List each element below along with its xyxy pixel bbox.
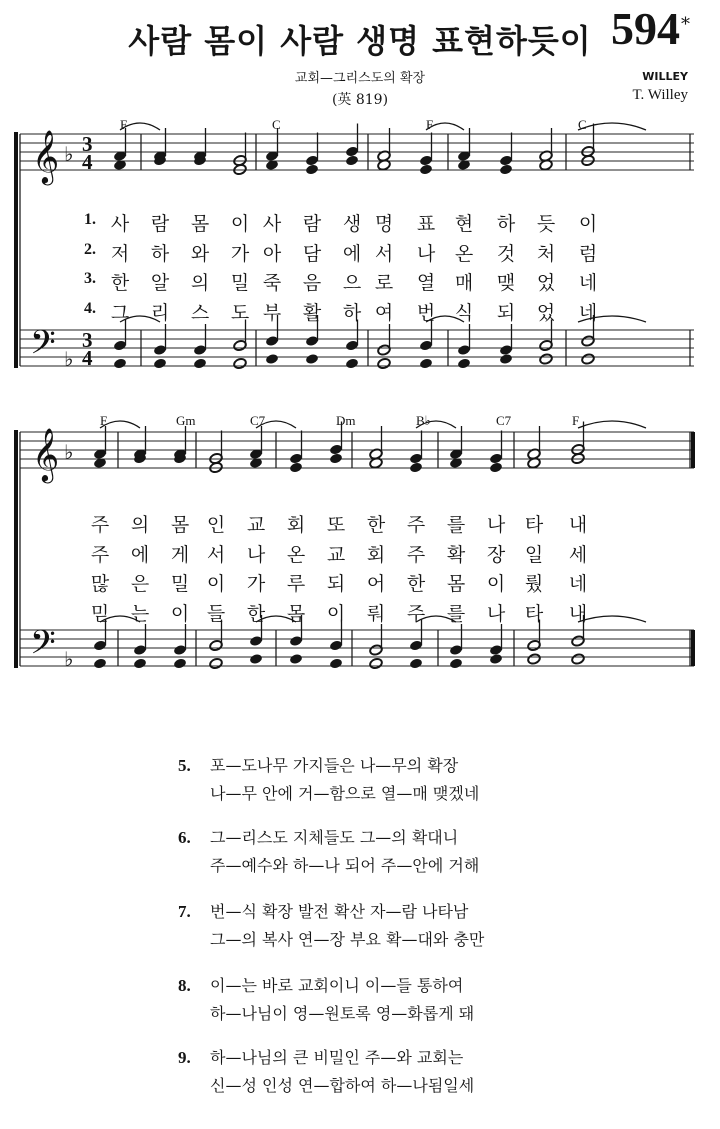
lyric-syllable: 스 [190,301,210,324]
verse-number: 2. [84,240,96,258]
verse-line: 이—는 바로 교회이니 이—들 통하여 [210,976,464,995]
lyric-syllable: 럼 [578,242,598,265]
lyric-syllable: 뤘 [524,573,544,595]
treble-note [345,154,359,166]
lyric-syllable: 하 [496,213,516,235]
lyric-syllable: 현 [454,213,474,235]
lyric-syllable: 가 [230,242,250,265]
verse-line: 하—나님의 큰 비밀인 주—와 교회는 [210,1048,464,1067]
verse-line: 나—무 안에 거—함으로 열—매 맺겠네 [210,784,480,803]
time-signature-top: 3 [82,132,93,156]
chord-symbol: F [120,117,128,132]
lyric-syllable: 한 [246,602,266,625]
lyric-syllable: 일 [524,543,544,566]
hymn-number: 594 [611,3,680,54]
hymn-title: 사람 몸이 사람 생명 표현하듯이 [128,22,592,60]
lyric-syllable: 맺 [496,272,516,294]
treble-note [329,452,343,464]
lyric-syllable: 인 [206,514,226,536]
hymn-category: 교회—그리스도의 확장 [294,71,426,86]
lyric-syllable: 식 [454,301,474,324]
verse-8 [178,972,474,1028]
lyric-syllable: 회 [366,543,386,566]
chord-symbol: Gm [176,413,196,428]
lyric-syllable: 장 [486,543,506,566]
lyric-syllable: 나 [416,242,436,265]
verse-7 [178,898,484,954]
hymn-number-mark: * [681,14,690,35]
lyric-syllable: 또 [326,514,346,536]
lyric-syllable: 한 [110,272,130,294]
lyric-syllable: 알 [150,272,170,294]
lyric-syllable: 음 [302,272,322,294]
bass-note [345,357,359,369]
lyric-syllable: 타 [524,602,544,625]
lyric-syllable: 어 [366,573,386,595]
lyric-syllable: 온 [286,543,306,566]
bass-note [233,357,247,369]
lyric-syllable: 주 [90,514,110,536]
lyric-syllable: 되 [496,301,516,324]
lyric-syllable: 온 [454,242,474,265]
lyric-line [0,569,720,595]
lyric-syllable: 처 [536,242,556,265]
bass-note [93,657,107,669]
lyric-line [0,298,720,324]
treble-clef-icon: 𝄞 [32,129,60,183]
final-barline [691,630,695,666]
final-barline [691,432,695,468]
lyric-syllable: 교 [246,514,266,536]
lyric-syllable: 여 [374,301,394,324]
verse-line: 주—예수와 하—나 되어 주—안에 거해 [210,856,480,875]
treble-clef-icon: 𝄞 [32,427,60,481]
bass-note [571,653,585,665]
lyric-syllable: 주 [90,543,110,566]
bass-note [377,357,391,369]
verse-line: 하—나님이 영—원토록 영—화롭게 돼 [210,1004,475,1023]
lyric-syllable: 열 [416,272,436,294]
verse-6 [178,824,479,880]
lyric-syllable: 네 [578,301,598,324]
verse-line: 포—도나무 가지들은 나—무의 확장 [210,756,459,775]
treble-note [289,461,303,473]
treble-note [409,461,423,473]
lyric-syllable: 내 [568,602,588,625]
lyric-syllable: 도 [230,301,250,324]
lyric-syllable: 교 [326,543,346,566]
lyric-line [0,599,720,625]
lyric-syllable: 담 [302,242,322,265]
treble-note [499,163,513,175]
verse-number: 5. [178,756,191,775]
bass-note [499,353,513,365]
bass-note [369,657,383,669]
bass-note [153,357,167,369]
lyric-syllable: 몸 [286,602,306,625]
bass-note [419,357,433,369]
lyric-syllable: 나 [246,543,266,566]
bass-note [173,657,187,669]
lyric-syllable: 많 [90,573,110,595]
flat-icon: ♭ [64,647,74,671]
treble-staff [20,432,694,468]
chord-symbol: Dm [336,413,356,428]
lyric-syllable: 에 [342,242,362,265]
lyric-syllable: 회 [286,514,306,536]
chord-symbol: C [578,117,587,132]
lyric-syllable: 주 [406,543,426,566]
lyric-syllable: 이 [578,213,598,235]
lyric-line [0,239,720,265]
verse-number: 9. [178,1048,191,1067]
bass-staff [20,630,694,666]
lyric-syllable: 명 [374,213,394,235]
lyric-syllable: 들 [206,602,226,625]
lyric-syllable: 를 [446,514,466,536]
verse-line: 번—식 확장 발전 확산 자—람 나타남 [210,902,469,921]
lyric-syllable: 몸 [190,213,210,235]
lyric-line [0,209,720,235]
tie-curve [578,421,646,428]
chord-symbol: B♭ [416,413,431,428]
time-signature-bottom: 4 [82,150,93,174]
bass-note [265,353,279,365]
bass-note [133,657,147,669]
lyric-syllable: 가 [246,573,266,595]
bass-note [489,653,503,665]
lyric-syllable: 밀 [170,573,190,595]
lyric-syllable: 한 [406,573,426,595]
lyric-syllable: 그 [110,301,130,324]
bass-note [409,657,423,669]
bass-note [581,353,595,365]
lyric-syllable: 이 [170,602,190,625]
bass-note [209,657,223,669]
lyric-syllable: 생 [342,213,362,235]
lyric-syllable: 서 [206,543,226,566]
flat-icon: ♭ [64,142,74,166]
lyric-syllable: 었 [536,301,556,324]
lyric-syllable: 하 [342,301,362,324]
lyric-syllable: 이 [486,573,506,595]
lyric-line [0,540,720,566]
lyric-syllable: 이 [206,573,226,595]
lyric-syllable: 람 [150,213,170,235]
lyric-syllable: 게 [170,543,190,566]
lyric-syllable: 의 [130,514,150,536]
bass-note [527,653,541,665]
lyric-syllable: 죽 [262,272,282,294]
bass-clef-icon: 𝄢 [30,624,56,670]
lyric-syllable: 와 [190,242,210,265]
lyric-syllable: 람 [302,213,322,235]
lyric-syllable: 세 [568,543,588,566]
lyric-syllable: 되 [326,573,346,595]
verse-number: 7. [178,902,191,921]
lyric-syllable: 를 [446,602,466,625]
tie-curve [578,123,646,130]
lyric-syllable: 것 [496,242,516,265]
chord-symbol: F [572,413,580,428]
lyric-syllable: 은 [130,573,150,595]
lyric-syllable: 한 [366,514,386,536]
lyric-syllable: 아 [262,242,282,265]
bass-note [449,657,463,669]
verse-number: 3. [84,270,96,287]
bass-note [305,353,319,365]
lyric-syllable: 내 [568,514,588,536]
lyric-syllable: 의 [190,272,210,294]
chord-symbol: C [272,117,281,132]
lyric-syllable: 뤄 [366,602,386,625]
verse-number: 1. [84,211,96,228]
time-signature-bottom: 4 [82,346,93,370]
lyric-syllable: 이 [326,602,346,625]
verse-9 [178,1044,474,1100]
lyric-syllable: 리 [150,301,170,324]
lyric-syllable: 에 [130,543,150,566]
english-hymn-reference: (英 819) [331,92,389,108]
lyric-syllable: 표 [416,213,436,235]
verse-line: 그—의 복사 연—장 부요 확—대와 충만 [210,930,485,949]
verse-line: 신—성 인성 연—합하여 하—나됨일세 [210,1076,475,1095]
lyric-syllable: 활 [302,301,322,324]
verse-number: 6. [178,828,191,847]
lyric-syllable: 사 [110,213,130,235]
lyric-syllable: 믿 [90,602,110,625]
lyric-syllable: 하 [150,242,170,265]
lyric-syllable: 몸 [170,514,190,536]
lyric-syllable: 네 [568,573,588,595]
verse-number: 4. [84,299,96,317]
bass-note [289,653,303,665]
lyric-syllable: 었 [536,272,556,294]
lyric-syllable: 나 [486,514,506,536]
lyric-syllable: 으 [342,272,362,294]
verse-line: 그—리스도 지체들도 그—의 확대니 [210,828,459,847]
lyric-syllable: 저 [110,242,130,265]
lyric-syllable: 번 [416,301,436,324]
bass-note [457,357,471,369]
lyric-syllable: 네 [578,272,598,294]
treble-note [305,163,319,175]
lyric-line [0,510,720,536]
chord-symbol: F [426,117,434,132]
bass-note [329,657,343,669]
bass-clef-icon: 𝄢 [30,324,56,370]
flat-icon: ♭ [64,347,74,371]
lyric-syllable: 사 [262,213,282,235]
bass-note [193,357,207,369]
lyric-line [0,268,720,294]
lyric-syllable: 이 [230,213,250,235]
lyric-syllable: 루 [286,573,306,595]
bass-note [539,353,553,365]
lyric-syllable: 확 [446,543,466,566]
lyric-syllable: 타 [524,514,544,536]
flat-icon: ♭ [64,440,74,464]
bass-note [113,357,127,369]
tune-name: WILLEY [642,70,688,83]
lyric-syllable: 로 [374,272,394,294]
treble-note [489,461,503,473]
lyric-syllable: 몸 [446,573,466,595]
bass-note [249,653,263,665]
chord-symbol: F [100,413,108,428]
verse-number: 8. [178,976,191,995]
lyric-syllable: 나 [486,602,506,625]
treble-note [419,163,433,175]
lyric-syllable: 밀 [230,272,250,294]
lyric-syllable: 서 [374,242,394,265]
lyric-syllable: 주 [406,602,426,625]
time-signature-top: 3 [82,328,93,352]
lyric-syllable: 는 [130,602,150,625]
chord-symbol: C7 [250,413,266,428]
lyric-syllable: 매 [454,272,474,294]
composer: T. Willey [632,87,688,103]
verse-5 [178,752,479,808]
lyric-syllable: 주 [406,514,426,536]
chord-symbol: C7 [496,413,512,428]
lyric-syllable: 부 [262,301,282,324]
lyric-syllable: 듯 [536,213,556,235]
